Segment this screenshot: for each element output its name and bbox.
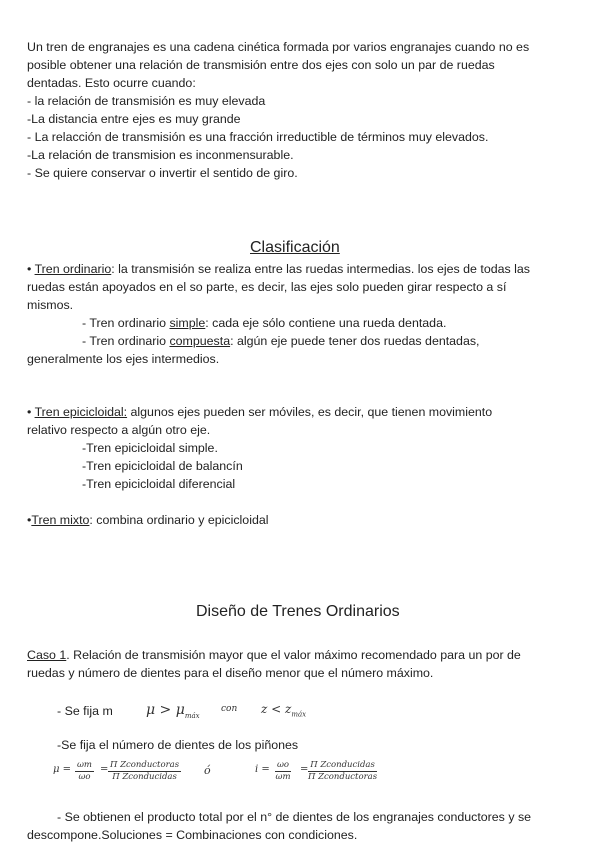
handwritten-mu-condition bbox=[146, 702, 200, 720]
formula-i-fraction1 bbox=[275, 760, 291, 783]
fraction-numerator: ωm bbox=[77, 760, 92, 770]
intro-line: -La distancia entre ejes es muy grande bbox=[27, 112, 241, 126]
bullet: • bbox=[27, 513, 32, 527]
caso1-line bbox=[27, 646, 521, 664]
fraction-numerator: ωo bbox=[277, 760, 290, 770]
intro-line: - Se quiere conservar o invertir el sentido de giro. bbox=[27, 166, 298, 180]
formula-mu-fraction2 bbox=[108, 760, 181, 783]
tren-ordinario-line bbox=[27, 260, 530, 278]
intro-line: - la relación de transmisión es muy elevada bbox=[27, 94, 266, 108]
simple-desc: : cada eje sólo contiene una rueda dentada. bbox=[205, 316, 447, 330]
tren-ordinario-line: ruedas están apoyados en el so parte, es decir, las ejes solo pueden girar respecto a sí bbox=[27, 280, 507, 294]
handwritten-z-condition bbox=[261, 702, 306, 718]
formula-mu-fraction1 bbox=[75, 760, 94, 783]
tren-ordinario-line: mismos. bbox=[27, 298, 74, 312]
intro-line: posible obtener una relación de transmisión entre dos ejes con solo un par de ruedas bbox=[27, 58, 495, 72]
compuesta-prefix: - Tren ordinario bbox=[82, 334, 170, 348]
tren-mixto-desc: : combina ordinario y epicicloidal bbox=[89, 513, 269, 527]
tren-ordinario-desc: : la transmisión se realiza entre las ruedas intermedias. los ejes de todas las bbox=[111, 262, 530, 276]
intro-line: -La relación de transmision es inconmensurable. bbox=[27, 148, 294, 162]
tren-epicicloidal-line bbox=[27, 403, 492, 421]
mu-condition-text: μ > μ bbox=[146, 702, 185, 718]
mu-condition-sub: máx bbox=[184, 711, 200, 720]
tren-ordinario-compuesta bbox=[82, 332, 479, 350]
fraction-numerator: Π Zconductoras bbox=[110, 760, 180, 770]
z-condition-text: z < z bbox=[261, 702, 292, 716]
caso1-label: Caso 1 bbox=[27, 648, 67, 662]
tren-mixto-line bbox=[27, 511, 269, 529]
step3-line2: descompone.Soluciones = Combinaciones con condiciones. bbox=[27, 828, 358, 842]
bullet: • bbox=[27, 262, 32, 276]
fraction-denominator: ωo bbox=[78, 772, 91, 782]
formula-i-eq: = bbox=[300, 764, 309, 775]
diseno-heading: Diseño de Trenes Ordinarios bbox=[196, 603, 400, 620]
fraction-numerator: Π Zconducidas bbox=[308, 760, 377, 772]
handwritten-con: con bbox=[221, 704, 238, 714]
tren-epicicloidal-desc: algunos ejes pueden ser móviles, es decir, que tienen movimiento bbox=[127, 405, 493, 419]
tren-epicicloidal-term: Tren epicicloidal: bbox=[34, 405, 128, 419]
caso1-desc: . Relación de transmisión mayor que el valor máximo recomendado para un por de bbox=[66, 648, 521, 662]
tren-ordinario-simple bbox=[82, 314, 446, 332]
tren-ordinario-term: Tren ordinario bbox=[34, 262, 112, 276]
simple-term: simple bbox=[169, 316, 206, 330]
intro-line: Un tren de engranajes es una cadena cinética formada por varios engranajes cuando no es bbox=[27, 40, 530, 54]
simple-prefix: - Tren ordinario bbox=[82, 316, 170, 330]
formula-mu-lhs: μ = bbox=[53, 764, 72, 775]
tren-mixto-term: Tren mixto bbox=[31, 513, 90, 527]
compuesta-desc: : algún eje puede tener dos ruedas dentadas, bbox=[230, 334, 480, 348]
step1-label: - Se fija m bbox=[57, 704, 113, 718]
tren-ordinario-compuesta-line2: generalmente los ejes intermedios. bbox=[27, 352, 220, 366]
epicicloidal-type: -Tren epicicloidal diferencial bbox=[82, 477, 236, 491]
epicicloidal-type: -Tren epicicloidal de balancín bbox=[82, 459, 243, 473]
formula-i-fraction2 bbox=[308, 760, 377, 783]
intro-line: - La relacción de transmisión es una fracción irreductible de términos muy elevados. bbox=[27, 130, 489, 144]
fraction-denominator: ωm bbox=[275, 772, 291, 782]
fraction-denominator: Π Zconductoras bbox=[308, 772, 378, 782]
compuesta-term: compuesta bbox=[169, 334, 231, 348]
or-text: ó bbox=[204, 764, 211, 777]
formula-i-lhs: i = bbox=[255, 764, 270, 775]
z-condition-sub: máx bbox=[291, 710, 307, 719]
intro-line: dentadas. Esto ocurre cuando: bbox=[27, 76, 196, 90]
bullet: • bbox=[27, 405, 32, 419]
caso1-line2: ruedas y número de dientes para el diseño menor que el número máximo. bbox=[27, 666, 434, 680]
tren-epicicloidal-line: relativo respecto a algún otro eje. bbox=[27, 423, 211, 437]
step2-label: -Se fija el número de dientes de los piñones bbox=[57, 738, 299, 752]
clasificacion-heading: Clasificación bbox=[250, 239, 340, 256]
epicicloidal-type: -Tren epicicloidal simple. bbox=[82, 441, 218, 455]
step3-line1: - Se obtienen el producto total por el n° de dientes de los engranajes conductores y se bbox=[57, 810, 532, 824]
formula-mu-eq: = bbox=[100, 764, 109, 775]
fraction-denominator: Π Zconducidas bbox=[112, 772, 177, 782]
